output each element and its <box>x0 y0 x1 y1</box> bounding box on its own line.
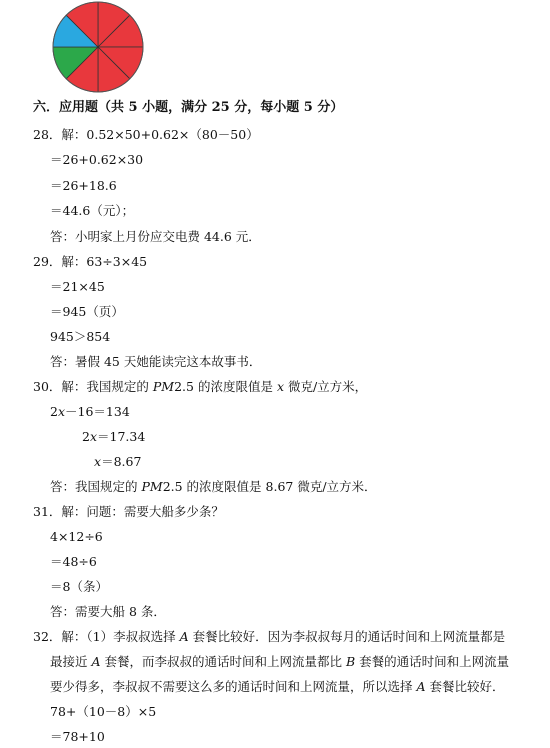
q31-line-3: ＝48÷6 <box>50 554 97 569</box>
q32-line-2-c: 套餐，而李叔叔的通话时间和上网流量都比 <box>100 654 346 669</box>
q28-line-1: 28．解：0.52×50+0.62×（80－50） <box>33 127 259 142</box>
q32-line-3-A: A <box>416 679 426 694</box>
q32-line-3-a: 要少得多，李叔叔不需要这么多的通话时间和上网流量，所以选择 <box>50 679 417 694</box>
q30-line-1-e: 微克/立方米， <box>284 379 368 394</box>
q32-line-4: 78+（10－8）×5 <box>50 704 157 719</box>
q32-line-2-e: 套餐的通话时间和上网流量 <box>355 654 510 669</box>
q32-line-2-A: A <box>91 654 101 669</box>
q29-line-3: ＝945（页） <box>50 304 124 319</box>
q28-line-4: ＝44.6（元）； <box>50 203 135 218</box>
q32-line-1-c: 套餐比较好．因为李叔叔每月的通话时间和上网流量都是 <box>188 629 506 644</box>
q30-line-2-c: －16＝134 <box>65 404 130 419</box>
q31-line-2: 4×12÷6 <box>50 529 103 544</box>
q28-line-3: ＝26+18.6 <box>50 178 117 193</box>
q30-line-1-c: 2.5 的浓度限值是 <box>174 379 277 394</box>
q30-line-1-a: 30．解：我国规定的 <box>33 379 153 394</box>
q30-answer-pm: PM <box>141 479 163 494</box>
q32-line-5: ＝78+10 <box>50 729 105 744</box>
q29-line-4: 945＞854 <box>50 329 111 344</box>
q30-answer <box>50 479 377 495</box>
q31-line-1: 31．解：问题：需要大船多少条？ <box>33 504 224 519</box>
q30-line-4-b: ＝8.67 <box>101 454 142 469</box>
q30-line-1-pm: PM <box>152 379 175 394</box>
q30-answer-a: 答：我国规定的 <box>50 479 142 494</box>
q30-line-3-a: 2 <box>82 429 90 444</box>
q31-line-4: ＝8（条） <box>50 579 108 594</box>
q31-answer: 答：需要大船 8 条． <box>50 604 166 619</box>
q32-line-2 <box>50 654 509 670</box>
q30-line-1 <box>33 379 367 395</box>
q30-line-2 <box>50 404 130 420</box>
q30-line-4-x: x <box>94 454 102 469</box>
q30-answer-c: 2.5 的浓度限值是 8.67 微克/立方米． <box>162 479 377 494</box>
pie-chart-figure <box>51 0 145 94</box>
q32-line-2-B: B <box>345 654 356 669</box>
q28-line-2: ＝26+0.62×30 <box>50 152 144 167</box>
q29-answer: 答：暑假 45 天她能读完这本故事书． <box>50 354 262 369</box>
section-heading: 六．应用题（共 5 小题，满分 25 分，每小题 5 分） <box>33 100 344 115</box>
q30-line-3 <box>82 429 145 445</box>
q30-line-2-x: x <box>57 404 66 419</box>
q30-line-3-c: ＝17.34 <box>97 429 146 444</box>
q30-line-2-a: 2 <box>50 404 58 419</box>
q30-line-3-x: x <box>89 429 98 444</box>
q32-line-2-a: 最接近 <box>50 654 92 669</box>
q32-line-1-A: A <box>179 629 189 644</box>
q28-answer: 答：小明家上月份应交电费 44.6 元． <box>50 229 261 244</box>
q32-line-1 <box>33 629 505 645</box>
q29-line-1: 29．解：63÷3×45 <box>33 254 148 269</box>
q29-line-2: ＝21×45 <box>50 279 105 294</box>
q30-line-1-x: x <box>276 379 284 394</box>
q32-line-3 <box>50 679 505 695</box>
q30-line-4 <box>94 454 141 470</box>
q32-line-3-c: 套餐比较好． <box>425 679 505 694</box>
q32-line-1-a: 32．解：（1）李叔叔选择 <box>33 629 180 644</box>
